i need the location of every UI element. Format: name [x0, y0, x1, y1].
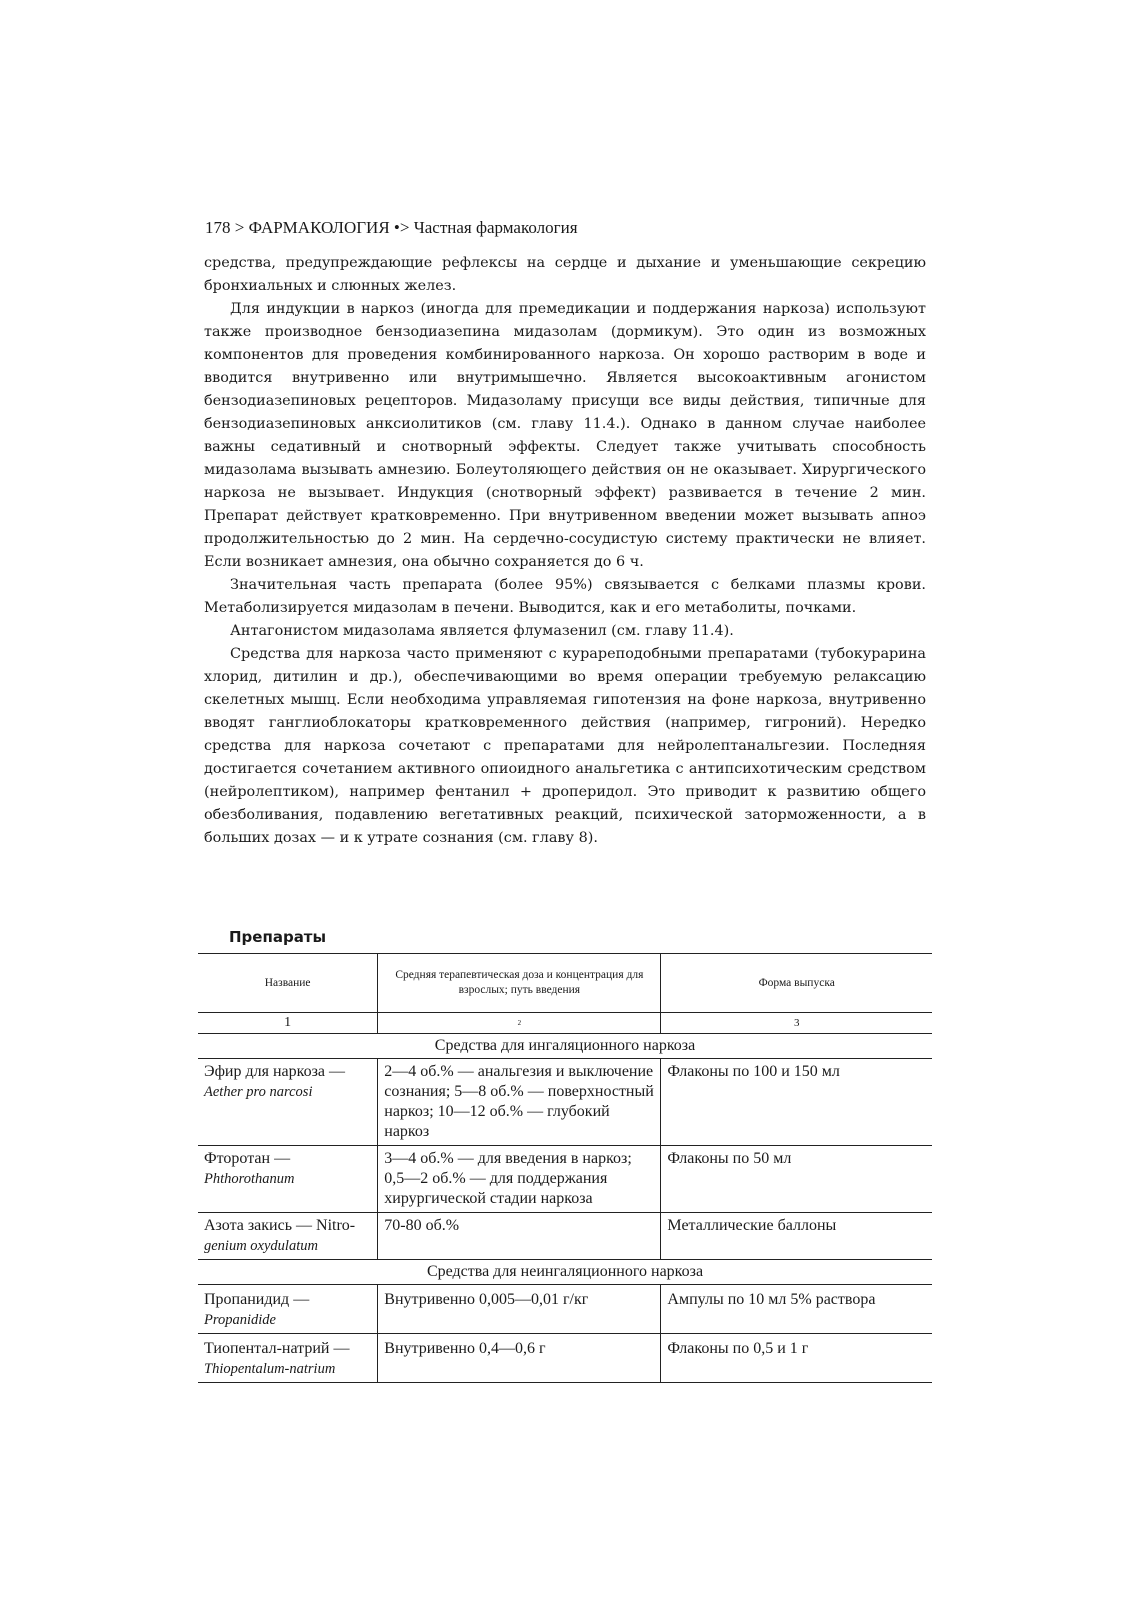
table-row [198, 1059, 932, 1146]
paragraph: средства, предупреждающие рефлексы на сердце и дыхание и уменьшающие секрецию бронхиальных и слюнных желез. [204, 255, 926, 294]
form-cell: Флаконы по 100 и 150 мл [661, 1059, 932, 1146]
drug-name-cell [198, 1334, 378, 1383]
dose-cell: 70-80 об.% [378, 1213, 661, 1260]
drug-name: Тиопентал-натрий — [204, 1340, 350, 1357]
section-title: Средства для неингаляционного наркоза [198, 1260, 932, 1285]
header-name: Название [198, 954, 378, 1013]
column-number-row [198, 1013, 932, 1034]
drug-latin: Aether pro narcosi [204, 1084, 313, 1100]
paragraph: Антагонистом мидазолама является флумазенил (см. главу 11.4). [230, 623, 734, 639]
section-row [198, 1034, 932, 1059]
form-cell: Флаконы по 0,5 и 1 г [661, 1334, 932, 1383]
form-cell: Металлические баллоны [661, 1213, 932, 1260]
dose-cell: 2—4 об.% — анальгезия и выключение сознания; 5—8 об.% — поверхностный наркоз; 10—12 об.% — глубокий наркоз [378, 1059, 661, 1146]
preparations-table [198, 953, 932, 1383]
form-cell: Флаконы по 50 мл [661, 1146, 932, 1213]
drug-name-cell [198, 1146, 378, 1213]
drug-name-cell [198, 1285, 378, 1334]
dose-cell: 3—4 об.% — для введения в наркоз; 0,5—2 об.% — для поддержания хирургической стадии наркоза [378, 1146, 661, 1213]
drug-name: Фторотан — [204, 1150, 291, 1167]
table-row [198, 1213, 932, 1260]
drug-name-cell [198, 1059, 378, 1146]
table-row [198, 1334, 932, 1383]
drug-latin: Thiopentalum-natrium [204, 1361, 336, 1377]
paragraph: Для индукции в наркоз (иногда для премедикации и поддержания наркоза) используют также производное бензодиазепина мидазолам (дормикум). Это один из возможных компонентов для проведения комбинированного наркоза. Он хорошо растворим в воде и вводится внутривенно или внутримышечно. Является высокоактивным агонистом бензодиазепиновых рецепторов. Мидазоламу присущи все виды действия, типичные для бензодиазепиновых анксиолитиков (см. главу 11.4.). Однако в данном случае наиболее важны седативный и снотворный эффекты. Следует также учитывать способность мидазолама вызывать амнезию. Болеутоляющего действия он не оказывает. Хирургического наркоза не вызывает. Индукция (снотворный эффект) развивается в течение 2 мин. Препарат действует кратковременно. При внутривенном введении может вызывать апноэ продолжительностью до 2 мин. На сердечно-сосудистую систему практически не влияет. Если возникает амнезия, она обычно сохраняется до 6 ч. [204, 301, 926, 570]
table-row [198, 1146, 932, 1213]
body-text [204, 252, 926, 850]
paragraph: Значительная часть препарата (более 95%) связывается с белками плазмы крови. Метаболизируется мидазолам в печени. Выводится, как и его метаболиты, почками. [204, 577, 926, 616]
section-title: Средства для ингаляционного наркоза [198, 1034, 932, 1059]
drug-latin: Propanidide [204, 1312, 276, 1328]
drug-name: Пропанидид — [204, 1291, 310, 1308]
preparations-heading: Препараты [229, 928, 327, 946]
dose-cell: Внутривенно 0,4—0,6 г [378, 1334, 661, 1383]
section-row [198, 1260, 932, 1285]
col-number: 1 [198, 1013, 378, 1034]
drug-name: Азота закись — Nitro- [204, 1217, 356, 1234]
running-header: 178 > ФАРМАКОЛОГИЯ •> Частная фармакология [205, 218, 578, 237]
table-header-row [198, 954, 932, 1013]
drug-latin: genium oxydulatum [204, 1238, 318, 1254]
table-row [198, 1285, 932, 1334]
drug-latin: Phthorothanum [204, 1171, 295, 1187]
form-cell: Ампулы по 10 мл 5% раствора [661, 1285, 932, 1334]
header-dose: Средняя терапевтическая доза и концентрация для взрослых; путь введения [378, 954, 661, 1013]
drug-name-cell [198, 1213, 378, 1260]
drug-name: Эфир для наркоза — [204, 1063, 346, 1080]
col-number: 3 [661, 1013, 932, 1034]
dose-cell: Внутривенно 0,005—0,01 г/кг [378, 1285, 661, 1334]
col-number: 2 [378, 1013, 661, 1034]
header-form: Форма выпуска [661, 954, 932, 1013]
paragraph: Средства для наркоза часто применяют с курареподобными препаратами (тубокурарина хлорид, дитилин и др.), обеспечивающими во время операции требуемую релаксацию скелетных мышц. Если необходима управляемая гипотензия на фоне наркоза, внутривенно вводят ганглиоблокаторы кратковременного действия (например, гигроний). Нередко средства для наркоза сочетают с препаратами для нейролептанальгезии. Последняя достигается сочетанием активного опиоидного анальгетика с антипсихотическим средством (нейролептиком), например фентанил + дроперидол. Это приводит к развитию общего обезболивания, подавлению вегетативных реакций, психической заторможенности, а в больших дозах — и к утрате сознания (см. главу 8). [204, 646, 926, 846]
